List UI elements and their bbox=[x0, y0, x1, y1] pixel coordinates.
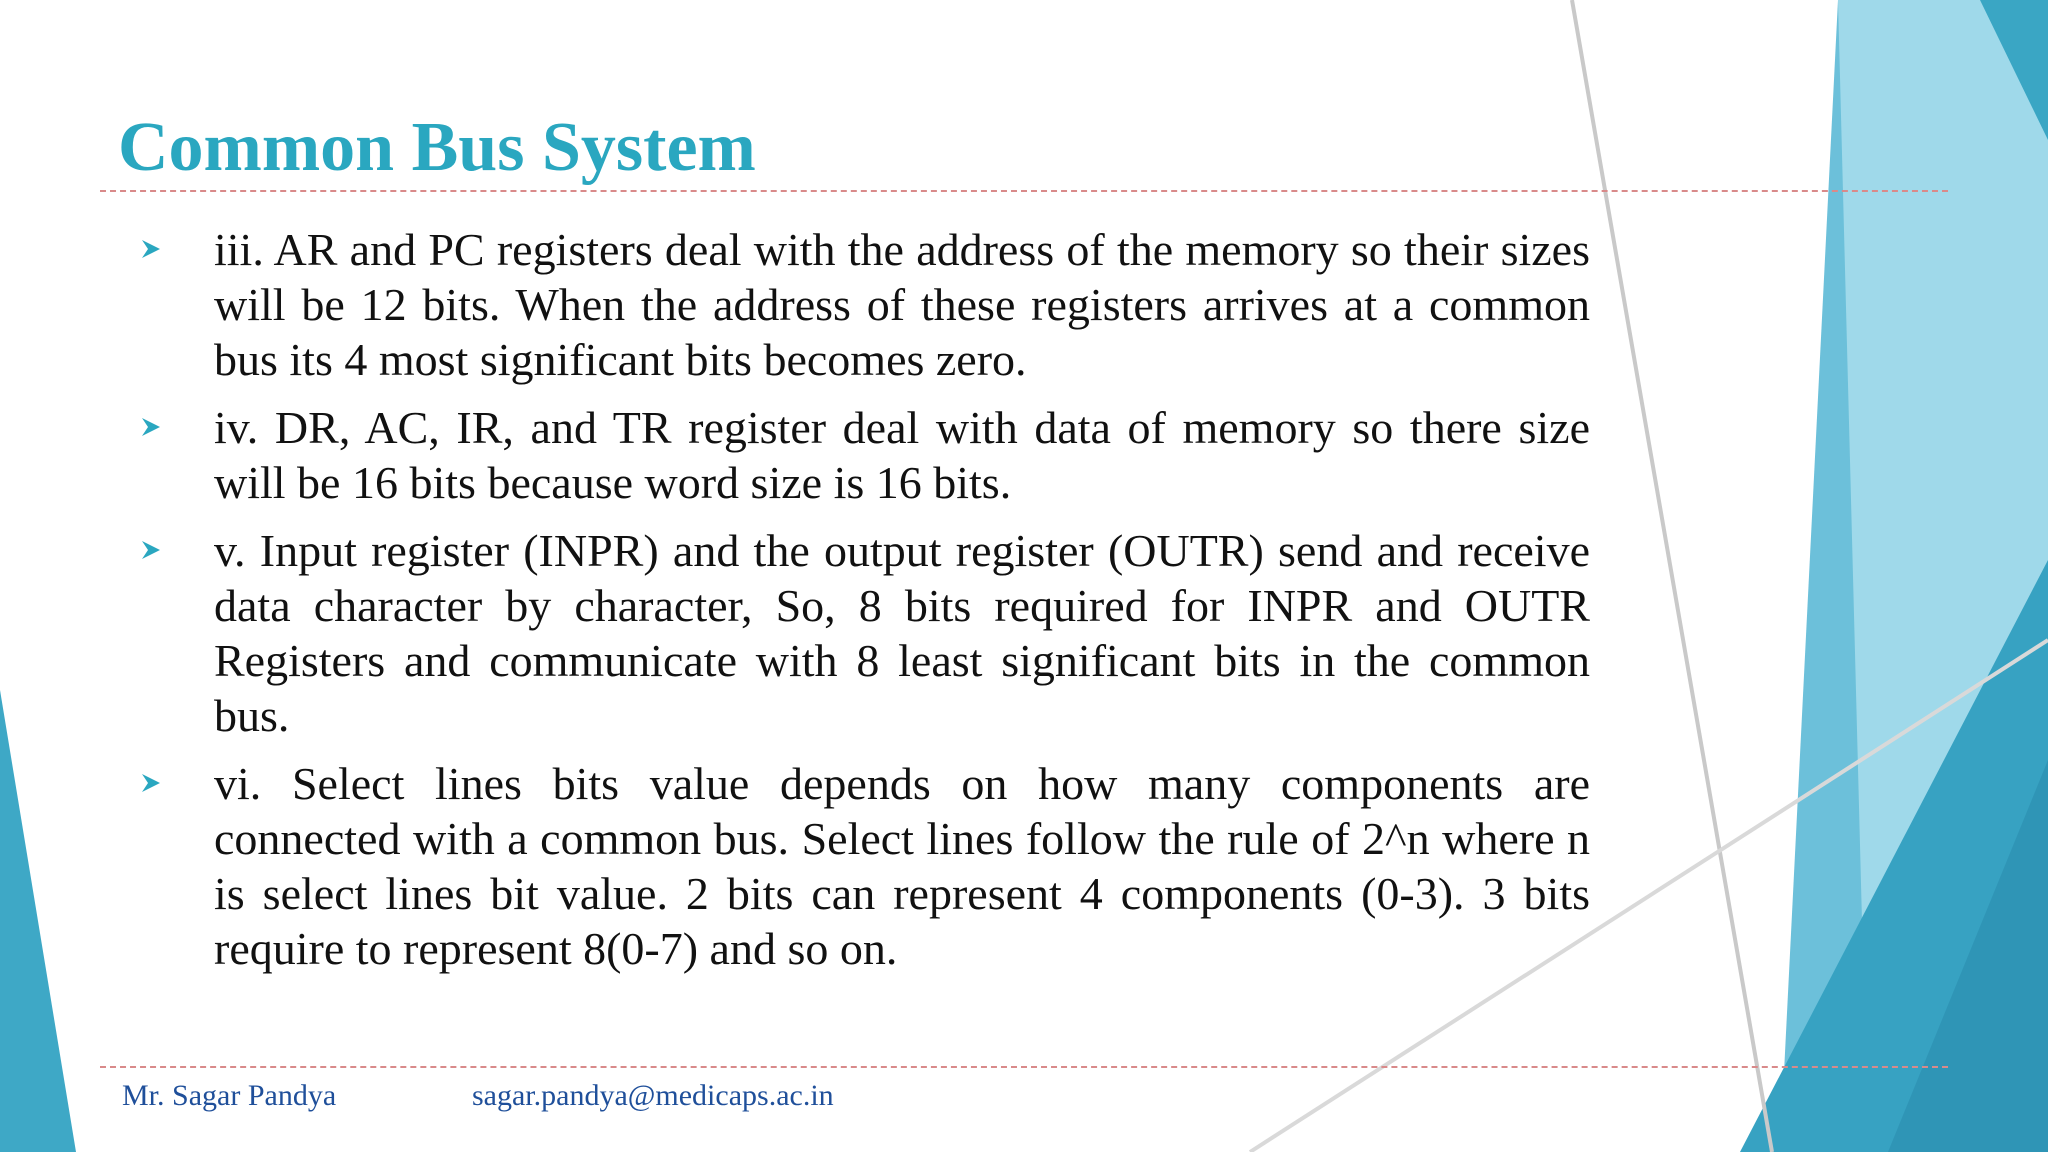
footer-email: sagar.pandya@medicaps.ac.in bbox=[472, 1079, 834, 1112]
list-item bbox=[140, 222, 1590, 387]
slide-title: Common Bus System bbox=[118, 109, 756, 186]
footer-author: Mr. Sagar Pandya bbox=[122, 1079, 337, 1112]
list-item bbox=[140, 400, 1590, 510]
arrowhead-bullet-icon bbox=[140, 416, 162, 438]
bullet-list bbox=[140, 222, 1590, 989]
bullet-text: iv. DR, AC, IR, and TR register deal with data of memory so there size will be 16 bits because word size is 16 bits. bbox=[214, 402, 1590, 508]
arrowhead-bullet-icon bbox=[140, 539, 162, 561]
bullet-text: v. Input register (INPR) and the output register (OUTR) send and receive data character by character, So, 8 bits required for INPR and OUTR Registers and communicate with 8 least significant bits in the common bus. bbox=[214, 525, 1590, 741]
left-accent-shape bbox=[0, 690, 76, 1152]
diagonal-line-vertical bbox=[1572, 0, 1772, 1152]
list-item bbox=[140, 756, 1590, 976]
footer-divider bbox=[100, 1066, 1948, 1068]
title-divider bbox=[100, 190, 1948, 192]
list-item bbox=[140, 523, 1590, 743]
arrowhead-bullet-icon bbox=[140, 772, 162, 794]
arrowhead-bullet-icon bbox=[140, 238, 162, 260]
bullet-text: vi. Select lines bits value depends on how many components are connected with a common bus. Select lines follow the rule of 2^n where n is select lines bit value. 2 bits can represent 4 components (0-3). 3 bits require to represent 8(0-7) and so on. bbox=[214, 758, 1590, 974]
bullet-text: iii. AR and PC registers deal with the address of the memory so their sizes will be 12 bits. When the address of these registers arrives at a common bus its 4 most significant bits becomes zero. bbox=[214, 224, 1590, 385]
